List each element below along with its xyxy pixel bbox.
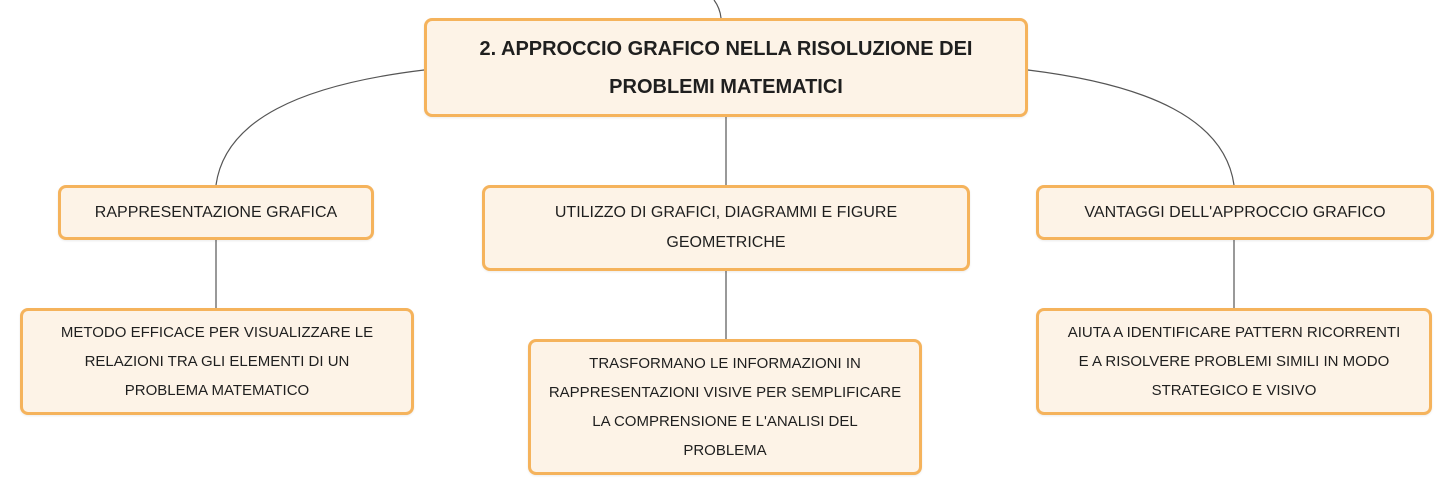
detail-line-3: PROBLEMA MATEMATICO	[124, 382, 310, 399]
detail-node-metodo-efficace[interactable]	[20, 308, 414, 415]
branch-label-line-2: GEOMETRICHE	[666, 234, 786, 251]
root-topic-line-2: PROBLEMI MATEMATICI	[609, 75, 843, 98]
branch-node-vantaggi[interactable]	[1036, 185, 1434, 240]
detail-line-1: AIUTA A IDENTIFICARE PATTERN RICORRENTI	[1067, 324, 1401, 341]
detail-node-aiuta[interactable]	[1036, 308, 1432, 415]
connector-root-to-rappresentazione	[216, 70, 424, 185]
detail-node-trasformano[interactable]	[528, 339, 922, 475]
detail-line-4: PROBLEMA	[683, 442, 767, 459]
connector-root-to-vantaggi	[1028, 70, 1234, 185]
detail-line-2: RAPPRESENTAZIONI VISIVE PER SEMPLIFICARE	[548, 384, 902, 401]
detail-line-3: STRATEGICO E VISIVO	[1151, 382, 1317, 399]
root-topic-line-1: 2. APPROCCIO GRAFICO NELLA RISOLUZIONE DEI	[479, 37, 973, 60]
detail-line-2: RELAZIONI TRA GLI ELEMENTI DI UN	[84, 353, 350, 370]
branch-label: RAPPRESENTAZIONE GRAFICA	[94, 203, 338, 221]
detail-line-2: E A RISOLVERE PROBLEMI SIMILI IN MODO	[1078, 353, 1390, 370]
detail-line-3: LA COMPRENSIONE E L'ANALISI DEL	[592, 413, 858, 430]
root-topic-node[interactable]	[424, 18, 1028, 117]
detail-line-1: METODO EFFICACE PER VISUALIZZARE LE	[60, 324, 374, 341]
branch-label: VANTAGGI DELL'APPROCCIO GRAFICO	[1084, 203, 1386, 221]
detail-line-1: TRASFORMANO LE INFORMAZIONI IN	[589, 355, 861, 372]
branch-label-line-1: UTILIZZO DI GRAFICI, DIAGRAMMI E FIGURE	[554, 204, 898, 221]
connector-incoming	[714, 0, 721, 18]
branch-node-utilizzo-grafici[interactable]	[482, 185, 970, 271]
branch-node-rappresentazione-grafica[interactable]	[58, 185, 374, 240]
